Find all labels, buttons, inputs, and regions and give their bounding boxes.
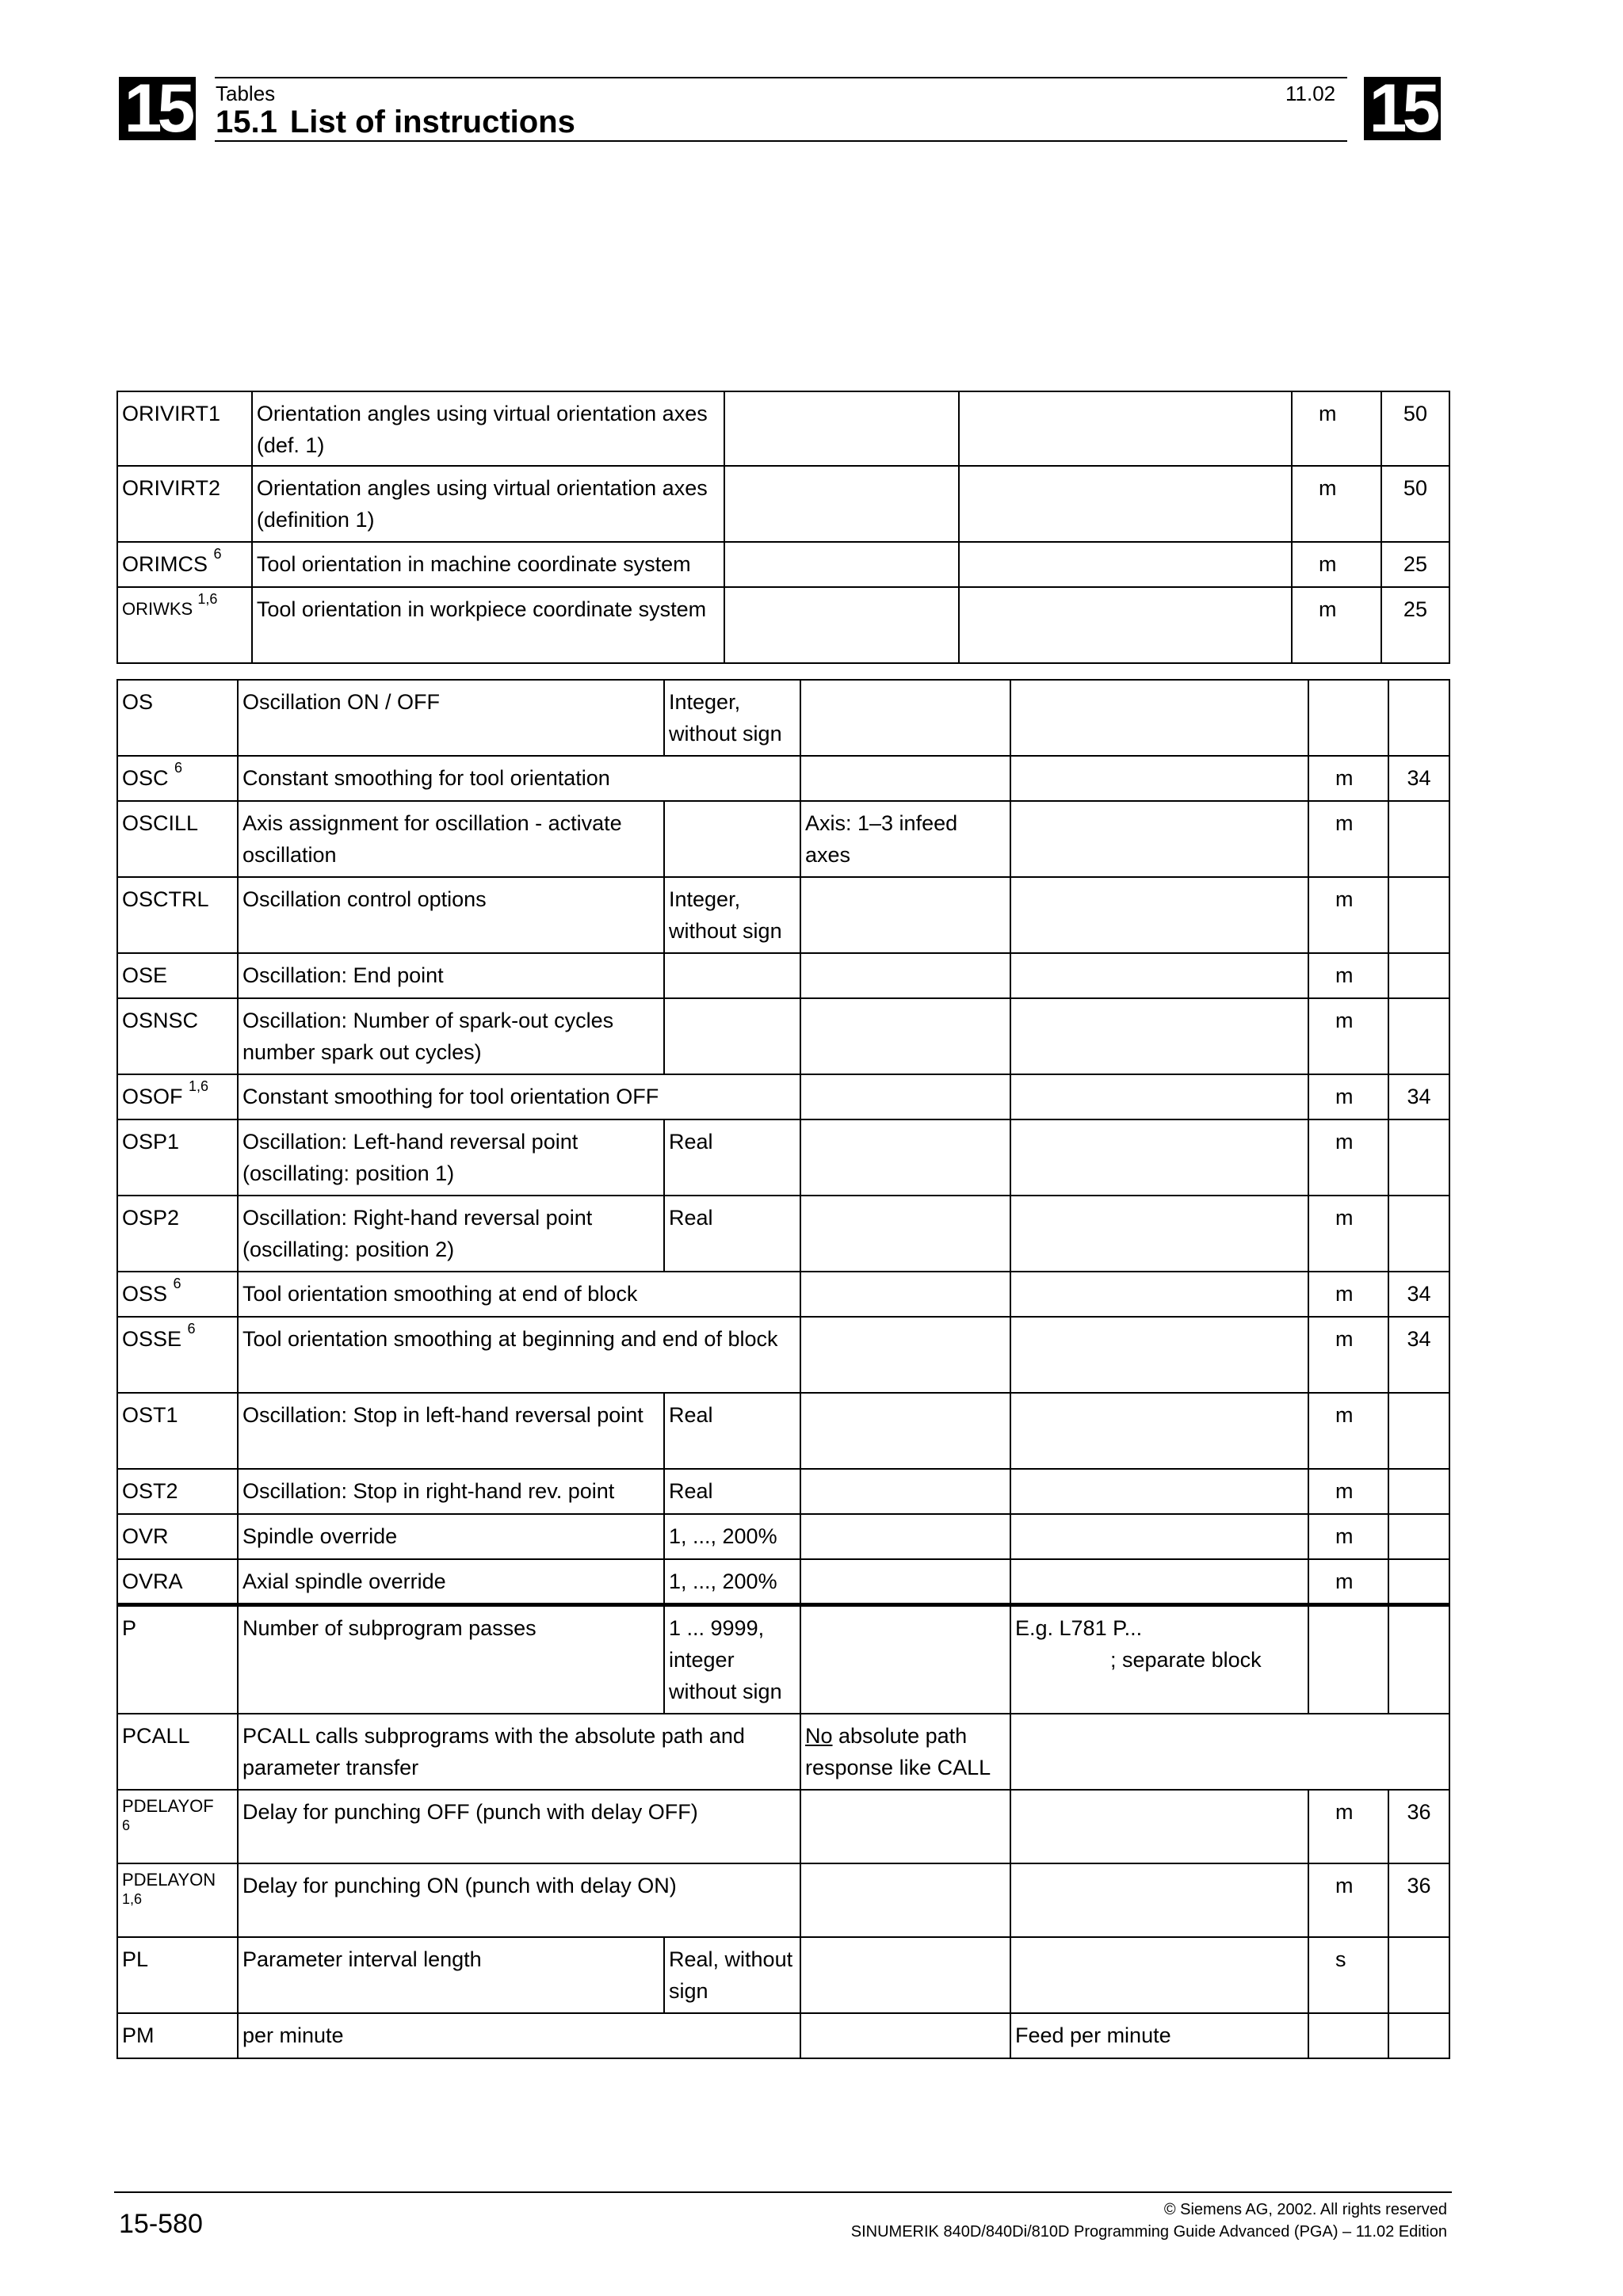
- values-cell: [800, 1604, 1010, 1714]
- table-row: [117, 2013, 1449, 2058]
- note-cell: [1010, 1863, 1308, 1937]
- type-cell: 1, ..., 200%: [664, 1559, 800, 1604]
- header-rule-bottom: [215, 140, 1347, 142]
- desc-cell: Oscillation: Number of spark-out cycles number spark out cycles): [238, 998, 664, 1074]
- desc-cell: Delay for punching ON (punch with delay ON): [238, 1863, 800, 1937]
- type-cell: [664, 801, 800, 877]
- instructions-table-2: [116, 679, 1450, 2059]
- cmd-cell: OSP2: [117, 1196, 238, 1272]
- table-row: [117, 587, 1449, 663]
- group-cell: 34: [1388, 756, 1449, 801]
- cmd-cell: OSOF $^{1,6}$: [117, 1074, 238, 1119]
- table-row: [117, 953, 1449, 998]
- note-cell: [1010, 1714, 1449, 1790]
- note-cell: [959, 542, 1292, 587]
- note-cell: [959, 466, 1292, 542]
- type-cell: Real: [664, 1393, 800, 1469]
- unit-cell: m: [1308, 1393, 1388, 1469]
- desc-cell: Oscillation control options: [238, 877, 664, 953]
- type-cell: Integer, without sign: [664, 680, 800, 756]
- group-cell: [1388, 877, 1449, 953]
- values-cell: [800, 1469, 1010, 1514]
- type-cell: [664, 953, 800, 998]
- unit-cell: [1308, 2013, 1388, 2058]
- values-cell: [724, 466, 959, 542]
- table-row: [117, 1790, 1449, 1863]
- cmd-cell: OSCILL: [117, 801, 238, 877]
- type-cell: 1 ... 9999, integer without sign: [664, 1604, 800, 1714]
- unit-cell: m: [1308, 756, 1388, 801]
- table-row: [117, 1559, 1449, 1604]
- table-row: [117, 391, 1449, 466]
- values-cell: [724, 391, 959, 466]
- unit-cell: m: [1308, 1317, 1388, 1393]
- group-cell: 25: [1381, 542, 1449, 587]
- cmd-cell: PDELAYOF 6: [117, 1790, 238, 1863]
- note-cell: [1010, 877, 1308, 953]
- page-title: [216, 105, 575, 140]
- note-cell: [1010, 1790, 1308, 1863]
- table-row: [117, 1714, 1449, 1790]
- table-row: [117, 1469, 1449, 1514]
- note-cell: [1010, 1119, 1308, 1196]
- title-text: List of instructions: [289, 105, 575, 139]
- values-cell: [800, 2013, 1010, 2058]
- group-cell: [1388, 1119, 1449, 1196]
- group-cell: [1388, 2013, 1449, 2058]
- type-cell: [664, 998, 800, 1074]
- header-rule-top: [215, 77, 1347, 78]
- type-cell: Integer, without sign: [664, 877, 800, 953]
- footer-rule: [114, 2191, 1452, 2193]
- header-section: Tables: [216, 82, 276, 105]
- desc-cell: Parameter interval length: [238, 1937, 664, 2013]
- header-date: 11.02: [1285, 82, 1336, 105]
- cmd-cell: OST1: [117, 1393, 238, 1469]
- type-cell: Real, without sign: [664, 1937, 800, 2013]
- note-cell: [1010, 1074, 1308, 1119]
- table-row: [117, 1272, 1449, 1317]
- type-cell: Real: [664, 1119, 800, 1196]
- values-cell: [800, 1514, 1010, 1559]
- note-cell: [1010, 1272, 1308, 1317]
- type-cell: 1, ..., 200%: [664, 1514, 800, 1559]
- table-row: [117, 1514, 1449, 1559]
- desc-cell: Oscillation: Stop in right-hand rev. point: [238, 1469, 664, 1514]
- desc-cell: per minute: [238, 2013, 800, 2058]
- unit-cell: m: [1308, 1119, 1388, 1196]
- note-cell: [1010, 1559, 1308, 1604]
- cmd-cell: OVR: [117, 1514, 238, 1559]
- table-row: [117, 998, 1449, 1074]
- group-cell: [1388, 1559, 1449, 1604]
- group-cell: 25: [1381, 587, 1449, 663]
- values-cell: [800, 998, 1010, 1074]
- note-cell: [1010, 953, 1308, 998]
- instructions-table-1: [116, 391, 1450, 664]
- note-cell: [1010, 1604, 1308, 1714]
- unit-cell: m: [1308, 953, 1388, 998]
- unit-cell: m: [1308, 1469, 1388, 1514]
- desc-cell: Tool orientation smoothing at end of block: [238, 1272, 800, 1317]
- values-cell: [800, 1272, 1010, 1317]
- cmd-cell: OSE: [117, 953, 238, 998]
- unit-cell: m: [1308, 1196, 1388, 1272]
- cmd-cell: OSNSC: [117, 998, 238, 1074]
- cmd-cell: OST2: [117, 1469, 238, 1514]
- group-cell: 50: [1381, 466, 1449, 542]
- note-cell: [1010, 801, 1308, 877]
- table-row: [117, 680, 1449, 756]
- values-underlined: No: [805, 1724, 833, 1748]
- values-cell: [800, 1937, 1010, 2013]
- desc-cell: Oscillation: Right-hand reversal point (oscillating: position 2): [238, 1196, 664, 1272]
- note-cell: [1010, 1469, 1308, 1514]
- table-row: [117, 542, 1449, 587]
- group-cell: 34: [1388, 1317, 1449, 1393]
- unit-cell: m: [1308, 877, 1388, 953]
- group-cell: [1388, 1196, 1449, 1272]
- desc-cell: Orientation angles using virtual orientation axes (definition 1): [252, 466, 724, 542]
- chapter-badge-left: 15: [119, 77, 196, 140]
- values-cell: [800, 1863, 1010, 1937]
- table-row: [117, 756, 1449, 801]
- table-row: [117, 877, 1449, 953]
- unit-cell: m: [1292, 391, 1381, 466]
- note-cell: [1010, 680, 1308, 756]
- desc-cell: PCALL calls subprograms with the absolute path and parameter transfer: [238, 1714, 800, 1790]
- values-cell: [800, 756, 1010, 801]
- unit-cell: s: [1308, 1937, 1388, 2013]
- values-cell: [800, 1074, 1010, 1119]
- table-row: [117, 801, 1449, 877]
- group-cell: [1388, 998, 1449, 1074]
- values-cell: [800, 680, 1010, 756]
- table-row: [117, 466, 1449, 542]
- values-cell: [800, 953, 1010, 998]
- desc-cell: Constant smoothing for tool orientation OFF: [238, 1074, 800, 1119]
- unit-cell: m: [1308, 1790, 1388, 1863]
- table-row: [117, 1937, 1449, 2013]
- cmd-cell: OSS $^6$: [117, 1272, 238, 1317]
- values-cell: [800, 1317, 1010, 1393]
- values-cell: [800, 1119, 1010, 1196]
- table-row: [117, 1196, 1449, 1272]
- unit-cell: m: [1308, 998, 1388, 1074]
- cmd-cell: ORIWKS $^{1,6}$: [117, 587, 252, 663]
- cmd-cell: ORIMCS $^6$: [117, 542, 252, 587]
- note-cell: [1010, 1317, 1308, 1393]
- group-cell: [1388, 1393, 1449, 1469]
- desc-cell: Axial spindle override: [238, 1559, 664, 1604]
- desc-cell: Constant smoothing for tool orientation: [238, 756, 800, 801]
- unit-cell: m: [1308, 1514, 1388, 1559]
- unit-cell: m: [1308, 1272, 1388, 1317]
- values-cell: [800, 1714, 1010, 1790]
- desc-cell: Spindle override: [238, 1514, 664, 1559]
- cmd-cell: OVRA: [117, 1559, 238, 1604]
- type-cell: Real: [664, 1196, 800, 1272]
- title-number: 15.1: [216, 105, 277, 139]
- desc-cell: Tool orientation smoothing at beginning and end of block: [238, 1317, 800, 1393]
- table-row: [117, 1604, 1449, 1714]
- unit-cell: [1308, 680, 1388, 756]
- table-row: [117, 1317, 1449, 1393]
- desc-cell: Number of subprogram passes: [238, 1604, 664, 1714]
- cmd-cell: ORIVIRT1: [117, 391, 252, 466]
- values-cell: [800, 1790, 1010, 1863]
- group-cell: 36: [1388, 1790, 1449, 1863]
- group-cell: [1388, 680, 1449, 756]
- note-cell: [959, 391, 1292, 466]
- group-cell: [1388, 953, 1449, 998]
- cmd-cell: PCALL: [117, 1714, 238, 1790]
- cmd-cell: PL: [117, 1937, 238, 2013]
- group-cell: 34: [1388, 1074, 1449, 1119]
- note-cell: [959, 587, 1292, 663]
- note-line-2: ; separate block: [1110, 1647, 1262, 1672]
- values-cell: [724, 542, 959, 587]
- group-cell: 50: [1381, 391, 1449, 466]
- cmd-cell: OS: [117, 680, 238, 756]
- values-cell: [800, 1559, 1010, 1604]
- unit-cell: m: [1292, 466, 1381, 542]
- type-cell: Real: [664, 1469, 800, 1514]
- cmd-cell: OSCTRL: [117, 877, 238, 953]
- note-cell: [1010, 1393, 1308, 1469]
- page-number: 15-580: [119, 2209, 203, 2239]
- desc-cell: Delay for punching OFF (punch with delay OFF): [238, 1790, 800, 1863]
- group-cell: 34: [1388, 1272, 1449, 1317]
- group-cell: [1388, 1604, 1449, 1714]
- cmd-cell: OSC $^6$: [117, 756, 238, 801]
- desc-cell: Oscillation: End point: [238, 953, 664, 998]
- unit-cell: m: [1308, 1074, 1388, 1119]
- chapter-badge-right: 15: [1364, 77, 1441, 140]
- note-cell: [1010, 998, 1308, 1074]
- table-row: [117, 1393, 1449, 1469]
- group-cell: [1388, 1937, 1449, 2013]
- unit-cell: m: [1308, 1863, 1388, 1937]
- group-cell: [1388, 1514, 1449, 1559]
- note-cell: [1010, 1514, 1308, 1559]
- table-row: [117, 1119, 1449, 1196]
- values-cell: [800, 1393, 1010, 1469]
- unit-cell: m: [1308, 1559, 1388, 1604]
- cmd-cell: P: [117, 1604, 238, 1714]
- desc-cell: Oscillation: Stop in left-hand reversal point: [238, 1393, 664, 1469]
- note-cell: Feed per minute: [1010, 2013, 1308, 2058]
- cmd-cell: PM: [117, 2013, 238, 2058]
- group-cell: [1388, 801, 1449, 877]
- footer-copyright: © Siemens AG, 2002. All rights reserved: [1163, 2201, 1447, 2218]
- table-row: [117, 1074, 1449, 1119]
- group-cell: [1388, 1469, 1449, 1514]
- unit-cell: m: [1292, 587, 1381, 663]
- desc-cell: Orientation angles using virtual orientation axes (def. 1): [252, 391, 724, 466]
- desc-cell: Oscillation: Left-hand reversal point (oscillating: position 1): [238, 1119, 664, 1196]
- desc-cell: Oscillation ON / OFF: [238, 680, 664, 756]
- note-cell: [1010, 1196, 1308, 1272]
- note-cell: [1010, 756, 1308, 801]
- group-cell: 36: [1388, 1863, 1449, 1937]
- values-cell: [724, 587, 959, 663]
- cmd-cell: ORIVIRT2: [117, 466, 252, 542]
- values-cell: [800, 1196, 1010, 1272]
- unit-cell: [1308, 1604, 1388, 1714]
- footer-document-title: SINUMERIK 840D/840Di/810D Programming Guide Advanced (PGA) – 11.02 Edition: [850, 2223, 1447, 2241]
- desc-cell: Tool orientation in workpiece coordinate system: [252, 587, 724, 663]
- note-line-1: E.g. L781 P...: [1015, 1615, 1143, 1640]
- cmd-cell: PDELAYON 1,6: [117, 1863, 238, 1937]
- desc-cell: Tool orientation in machine coordinate system: [252, 542, 724, 587]
- cmd-cell: OSSE $^6$: [117, 1317, 238, 1393]
- values-rest: absolute path response like CALL: [805, 1724, 991, 1779]
- unit-cell: m: [1292, 542, 1381, 587]
- values-cell: Axis: 1–3 infeed axes: [800, 801, 1010, 877]
- values-cell: [800, 877, 1010, 953]
- desc-cell: Axis assignment for oscillation - activate oscillation: [238, 801, 664, 877]
- table-row: [117, 1863, 1449, 1937]
- unit-cell: m: [1308, 801, 1388, 877]
- cmd-cell: OSP1: [117, 1119, 238, 1196]
- note-cell: [1010, 1937, 1308, 2013]
